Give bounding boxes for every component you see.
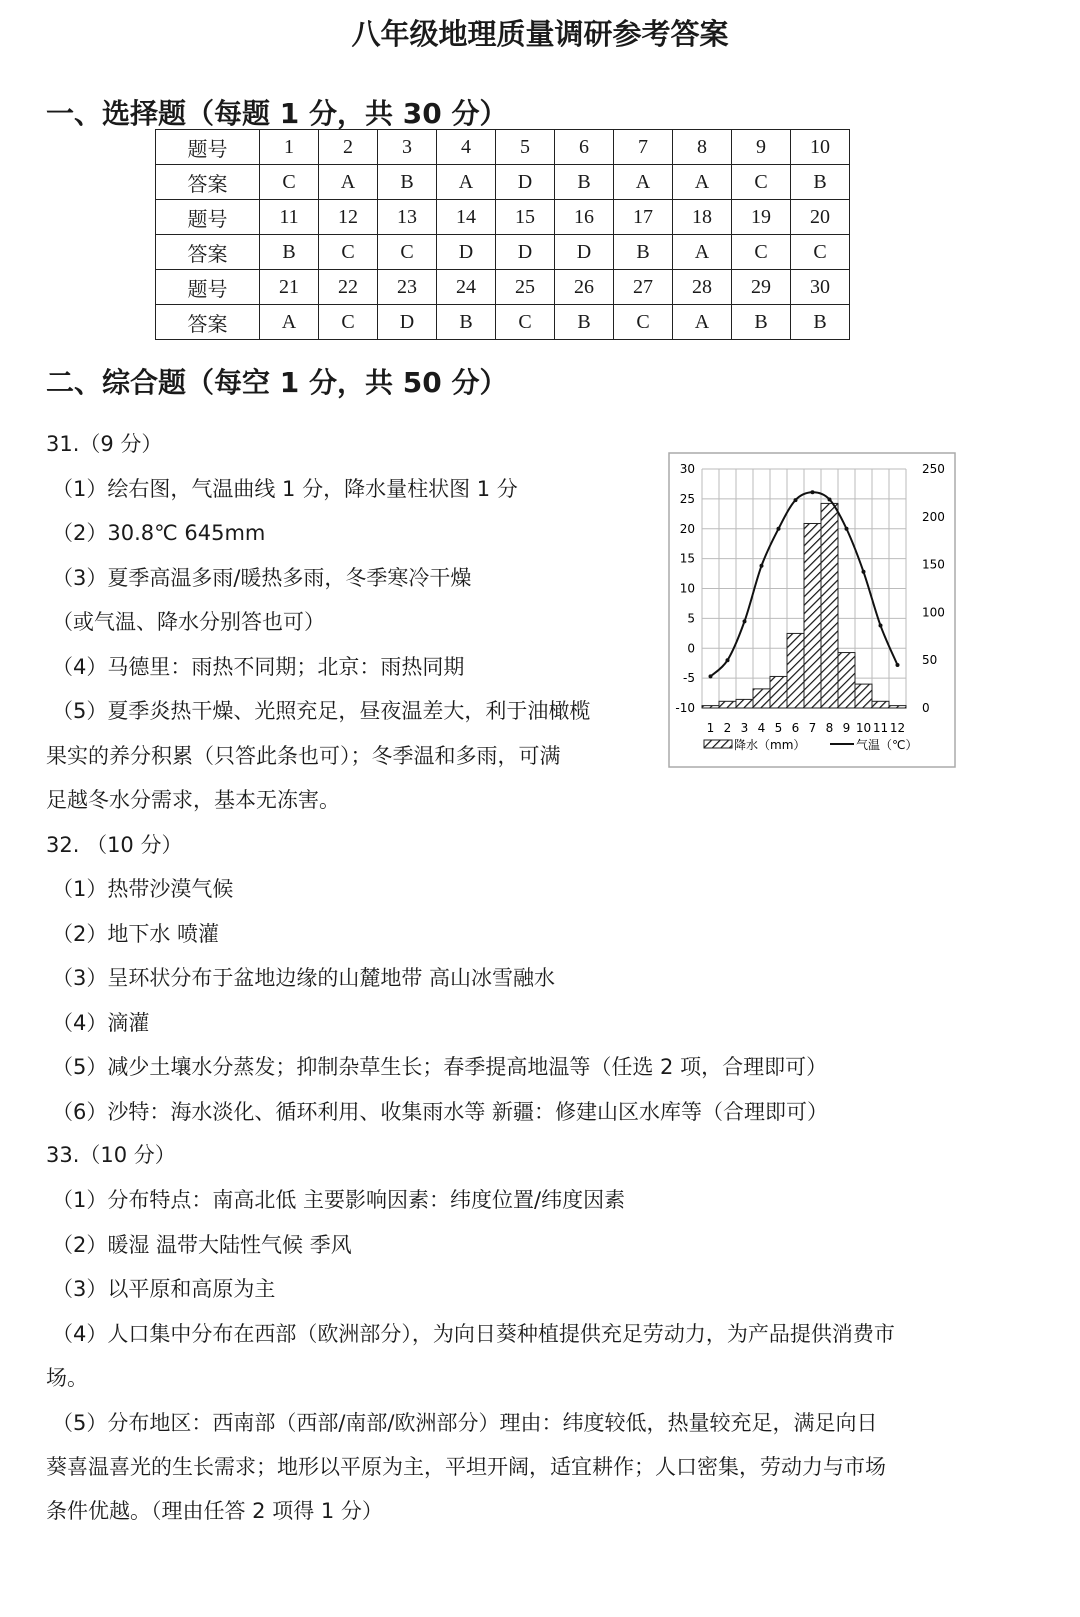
table-cell: 12	[319, 200, 378, 235]
table-cell: 6	[555, 130, 614, 165]
precipitation-bar	[736, 699, 753, 708]
precipitation-bar	[838, 653, 855, 708]
table-cell: 20	[791, 200, 850, 235]
table-cell: 28	[673, 270, 732, 305]
legend-precip-swatch	[704, 740, 732, 748]
table-cell: D	[378, 305, 437, 340]
legend-precip-label: 降水（mm）	[734, 738, 806, 752]
table-cell: 22	[319, 270, 378, 305]
right-tick-label: 150	[922, 557, 945, 572]
table-cell: B	[555, 165, 614, 200]
climate-chart	[668, 452, 956, 768]
table-cell: B	[555, 305, 614, 340]
right-tick-label: 200	[922, 509, 945, 524]
month-label: 3	[740, 721, 749, 735]
table-cell: A	[673, 305, 732, 340]
precipitation-bar	[872, 701, 889, 708]
table-cell: 11	[260, 200, 319, 235]
precipitation-bar	[770, 676, 787, 708]
table-cell: D	[496, 165, 555, 200]
table-cell: C	[791, 235, 850, 270]
answer-line: 32. （10 分）	[46, 833, 183, 857]
answer-line: （6）沙特：海水淡化、循环利用、收集雨水等 新疆：修建山区水库等（合理即可）	[52, 1100, 829, 1124]
answer-line: （或气温、降水分别答也可）	[52, 610, 325, 634]
table-cell: A	[673, 165, 732, 200]
temperature-point	[726, 658, 730, 662]
table-cell: B	[437, 305, 496, 340]
section-comprehensive-heading: 二、综合题（每空 1 分，共 50 分）	[46, 366, 508, 399]
temperature-point	[879, 624, 883, 628]
answer-table	[155, 129, 850, 340]
table-cell: 2	[319, 130, 378, 165]
month-label: 2	[723, 721, 732, 735]
precipitation-bar	[855, 684, 872, 708]
month-label: 11	[872, 721, 889, 735]
table-row	[156, 130, 850, 165]
table-cell: C	[319, 305, 378, 340]
table-cell: 13	[378, 200, 437, 235]
answer-line: （4）人口集中分布在西部（欧洲部分），为向日葵种植提供充足劳动力，为产品提供消费市	[52, 1322, 895, 1346]
table-cell: B	[791, 305, 850, 340]
answer-line: 葵喜温喜光的生长需求；地形以平原为主，平坦开阔，适宜耕作；人口密集，劳动力与市场	[46, 1455, 886, 1479]
table-row	[156, 235, 850, 270]
answer-line: （1）绘右图，气温曲线 1 分，降水量柱状图 1 分	[52, 477, 518, 501]
table-cell: 9	[732, 130, 791, 165]
answer-line: （1）热带沙漠气候	[52, 877, 234, 901]
answer-line: （4）滴灌	[52, 1011, 150, 1035]
left-tick-label: 30	[679, 462, 695, 476]
row-label: 题号	[156, 130, 260, 165]
table-row	[156, 305, 850, 340]
month-label: 12	[889, 721, 906, 735]
month-label: 1	[706, 721, 715, 735]
month-label: 4	[757, 721, 766, 735]
temperature-point	[743, 619, 747, 623]
table-cell: 3	[378, 130, 437, 165]
table-cell: 5	[496, 130, 555, 165]
table-cell: C	[732, 235, 791, 270]
table-cell: C	[732, 165, 791, 200]
table-cell: 29	[732, 270, 791, 305]
answer-line: 33.（10 分）	[46, 1143, 176, 1167]
table-cell: 10	[791, 130, 850, 165]
section-multiple-choice-heading: 一、选择题（每题 1 分，共 30 分）	[46, 97, 508, 130]
table-cell: 26	[555, 270, 614, 305]
month-label: 9	[842, 721, 851, 735]
temperature-point	[828, 497, 832, 501]
temperature-point	[811, 490, 815, 494]
answer-line: （3）呈环状分布于盆地边缘的山麓地带 高山冰雪融水	[52, 966, 556, 990]
table-row	[156, 165, 850, 200]
table-cell: B	[732, 305, 791, 340]
answer-line: （2）暖湿 温带大陆性气候 季风	[52, 1233, 352, 1257]
table-cell: A	[673, 235, 732, 270]
table-row	[156, 200, 850, 235]
answer-line: 条件优越。（理由任答 2 项得 1 分）	[46, 1499, 383, 1523]
table-cell: 16	[555, 200, 614, 235]
right-tick-label: 250	[922, 462, 945, 476]
left-tick-label: 25	[679, 491, 695, 506]
table-cell: 24	[437, 270, 496, 305]
answer-line: （1）分布特点：南高北低 主要影响因素：纬度位置/纬度因素	[52, 1188, 626, 1212]
temperature-point	[862, 570, 866, 574]
month-label: 10	[855, 721, 872, 735]
answer-line: （2）地下水 喷灌	[52, 922, 220, 946]
table-cell: A	[614, 165, 673, 200]
answer-line: （3）以平原和高原为主	[52, 1277, 276, 1301]
row-label: 题号	[156, 270, 260, 305]
table-cell: B	[614, 235, 673, 270]
answer-line: 足越冬水分需求，基本无冻害。	[46, 788, 340, 812]
temperature-point	[709, 674, 713, 678]
table-cell: A	[319, 165, 378, 200]
month-label: 5	[774, 721, 783, 735]
table-cell: A	[437, 165, 496, 200]
right-tick-label: 50	[922, 653, 938, 668]
table-cell: C	[496, 305, 555, 340]
table-cell: 30	[791, 270, 850, 305]
table-cell: B	[791, 165, 850, 200]
table-cell: C	[260, 165, 319, 200]
left-tick-label: 5	[687, 611, 695, 626]
answer-line: （5）减少土壤水分蒸发；抑制杂草生长；春季提高地温等（任选 2 项，合理即可）	[52, 1055, 828, 1079]
precipitation-bar	[804, 523, 821, 708]
table-cell: B	[260, 235, 319, 270]
table-cell: 1	[260, 130, 319, 165]
precipitation-bar	[787, 633, 804, 708]
temperature-point	[777, 527, 781, 531]
right-tick-label: 100	[922, 605, 945, 620]
table-cell: 15	[496, 200, 555, 235]
precipitation-bar	[702, 706, 719, 708]
temperature-point	[794, 498, 798, 502]
table-cell: 8	[673, 130, 732, 165]
temperature-point	[845, 527, 849, 531]
table-cell: 21	[260, 270, 319, 305]
page-title: 八年级地理质量调研参考答案	[351, 17, 729, 51]
answer-line: （4）马德里：雨热不同期；北京：雨热同期	[52, 655, 465, 679]
table-cell: 23	[378, 270, 437, 305]
row-label: 答案	[156, 235, 260, 270]
answer-line: （5）夏季炎热干燥、光照充足，昼夜温差大，利于油橄榄	[52, 699, 591, 723]
table-row	[156, 270, 850, 305]
table-cell: B	[378, 165, 437, 200]
table-cell: 19	[732, 200, 791, 235]
answer-line: （2）30.8℃ 645mm	[52, 521, 266, 545]
precipitation-bar	[889, 706, 906, 708]
table-cell: 18	[673, 200, 732, 235]
table-cell: 4	[437, 130, 496, 165]
table-cell: 7	[614, 130, 673, 165]
table-cell: C	[378, 235, 437, 270]
temperature-point	[896, 663, 900, 667]
answer-line: 场。	[46, 1366, 88, 1390]
left-tick-label: 20	[679, 521, 695, 536]
table-cell: D	[496, 235, 555, 270]
left-tick-label: -5	[683, 671, 695, 686]
precipitation-bar	[719, 701, 736, 708]
temperature-point	[760, 564, 764, 568]
left-tick-label: -10	[675, 701, 695, 715]
month-label: 7	[808, 721, 817, 735]
answer-line: 果实的养分积累（只答此条也可）；冬季温和多雨，可满	[46, 744, 561, 768]
answer-line: （5）分布地区：西南部（西部/南部/欧洲部分）理由：纬度较低，热量较充足，满足向日	[52, 1411, 878, 1435]
precipitation-bar	[821, 503, 838, 708]
right-tick-label: 0	[922, 701, 930, 715]
answer-line: 31.（9 分）	[46, 432, 163, 456]
table-cell: D	[555, 235, 614, 270]
table-cell: 17	[614, 200, 673, 235]
answer-line: （3）夏季高温多雨/暖热多雨，冬季寒冷干燥	[52, 566, 472, 590]
table-cell: 14	[437, 200, 496, 235]
table-cell: 25	[496, 270, 555, 305]
month-label: 6	[791, 721, 800, 735]
table-cell: C	[614, 305, 673, 340]
table-cell: C	[319, 235, 378, 270]
month-label: 8	[825, 721, 834, 735]
row-label: 答案	[156, 305, 260, 340]
table-cell: D	[437, 235, 496, 270]
left-tick-label: 0	[687, 641, 695, 656]
row-label: 答案	[156, 165, 260, 200]
row-label: 题号	[156, 200, 260, 235]
table-cell: 27	[614, 270, 673, 305]
legend-temp-label: 气温（℃）	[856, 738, 918, 752]
left-tick-label: 10	[679, 581, 695, 596]
left-tick-label: 15	[679, 551, 695, 566]
table-cell: A	[260, 305, 319, 340]
precipitation-bar	[753, 689, 770, 708]
